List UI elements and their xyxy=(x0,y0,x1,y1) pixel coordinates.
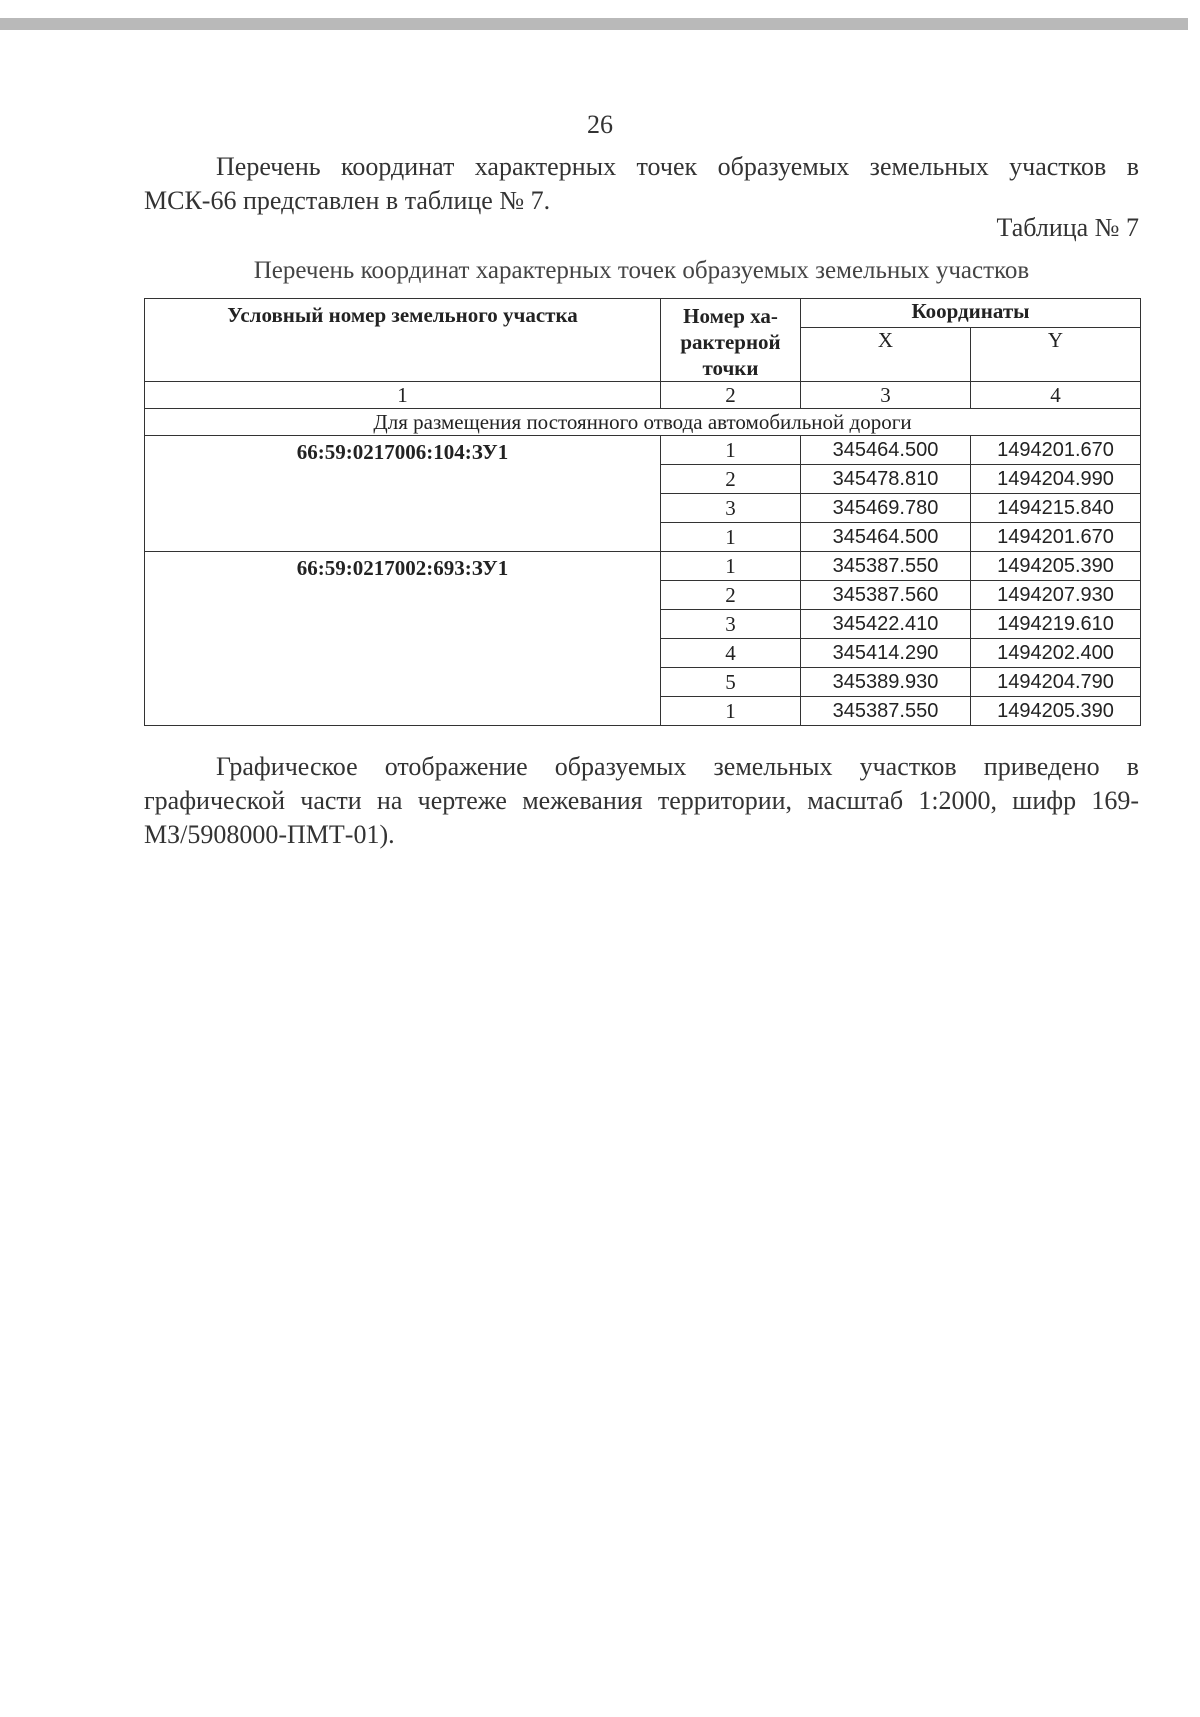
coord-y: 1494204.990 xyxy=(971,465,1141,494)
column-number: 4 xyxy=(971,382,1141,409)
point-number: 2 xyxy=(661,581,801,610)
point-number: 2 xyxy=(661,465,801,494)
coordinates-table xyxy=(144,298,1141,726)
coord-y: 1494202.400 xyxy=(971,639,1141,668)
column-number: 3 xyxy=(801,382,971,409)
coord-x: 345387.550 xyxy=(801,552,971,581)
point-number: 4 xyxy=(661,639,801,668)
coord-y: 1494207.930 xyxy=(971,581,1141,610)
table-number: Таблица № 7 xyxy=(996,213,1139,242)
coord-y: 1494205.390 xyxy=(971,552,1141,581)
coord-y: 1494215.840 xyxy=(971,494,1141,523)
coord-x: 345464.500 xyxy=(801,436,971,465)
table-row xyxy=(145,552,1141,581)
point-number: 3 xyxy=(661,610,801,639)
table-row xyxy=(145,436,1141,465)
table-title: Перечень координат характерных точек образуемых земельных участков xyxy=(253,257,1030,284)
parcel-id: 66:59:0217002:693:ЗУ1 xyxy=(145,552,661,726)
parcel-id: 66:59:0217006:104:ЗУ1 xyxy=(145,436,661,552)
header-parcel: Условный номер земельного участка xyxy=(145,299,661,382)
header-coordinates: Координаты xyxy=(801,299,1141,328)
point-number: 1 xyxy=(661,697,801,726)
header-row xyxy=(145,299,1141,328)
page-number: 26 xyxy=(587,110,613,139)
coord-y: 1494201.670 xyxy=(971,523,1141,552)
coord-y: 1494201.670 xyxy=(971,436,1141,465)
coord-x: 345389.930 xyxy=(801,668,971,697)
coord-y: 1494219.610 xyxy=(971,610,1141,639)
coord-x: 345478.810 xyxy=(801,465,971,494)
point-number: 1 xyxy=(661,523,801,552)
section-label: Для размещения постоянного отвода автомобильной дороги xyxy=(145,409,1141,436)
coord-x: 345464.500 xyxy=(801,523,971,552)
section-row xyxy=(145,409,1141,436)
column-number: 2 xyxy=(661,382,801,409)
scan-top-edge xyxy=(0,18,1188,30)
column-number: 1 xyxy=(145,382,661,409)
closing-paragraph: Графическое отображение образуемых земельных участков приведено в графической части на чертеже межевания территории, масштаб 1:2000, шифр 169-МЗ/5908000-ПМТ-01). xyxy=(144,752,1139,849)
coord-x: 345469.780 xyxy=(801,494,971,523)
header-x: X xyxy=(801,328,971,382)
coord-y: 1494204.790 xyxy=(971,668,1141,697)
point-number: 1 xyxy=(661,552,801,581)
header-point: Номер ха-рактерной точки xyxy=(661,299,801,382)
point-number: 5 xyxy=(661,668,801,697)
point-number: 3 xyxy=(661,494,801,523)
coord-y: 1494205.390 xyxy=(971,697,1141,726)
coord-x: 345422.410 xyxy=(801,610,971,639)
coord-x: 345414.290 xyxy=(801,639,971,668)
header-y: Y xyxy=(971,328,1141,382)
column-number-row xyxy=(145,382,1141,409)
coord-x: 345387.560 xyxy=(801,581,971,610)
intro-paragraph: Перечень координат характерных точек образуемых земельных участков в МСК-66 представлен в таблице № 7. xyxy=(144,152,1139,215)
point-number: 1 xyxy=(661,436,801,465)
coord-x: 345387.550 xyxy=(801,697,971,726)
